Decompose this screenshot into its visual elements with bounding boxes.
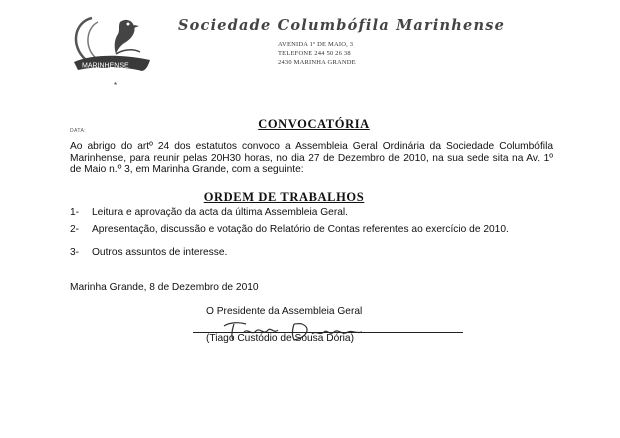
agenda-title: ORDEM DE TRABALHOS [203, 190, 365, 204]
agenda-item-number: 1- [70, 207, 80, 218]
address-line-1: AVENIDA 1º DE MAIO, 3 [278, 41, 354, 48]
pigeon-logo-icon [62, 14, 158, 72]
intro-paragraph: Ao abrigo do artº 24 dos estatutos convoco a Assembleia Geral Ordinária da Sociedade Columbófila Marinhense, para reunir pelas 20H30 horas, no dia 27 de Dezembro de 2010, na sua sede sita na Av. 1º de Maio n.º 3, em Marinha Grande, com a seguinte: [70, 141, 553, 176]
agenda-item-number: 3- [70, 247, 80, 258]
logo-text: MARINHENSE [82, 62, 129, 70]
date-tag: DATA: [70, 128, 86, 134]
president-title: O Presidente da Assembleia Geral [206, 306, 363, 317]
agenda-item-text: Outros assuntos de interesse. [92, 247, 228, 258]
star-mark: * [114, 81, 118, 90]
place-and-date: Marinha Grande, 8 de Dezembro de 2010 [70, 282, 259, 293]
signer-name: (Tiago Custódio de Sousa Dória) [206, 333, 354, 344]
agenda-item [70, 247, 556, 259]
organization-name: Sociedade Columbófila Marinhense [178, 17, 505, 34]
agenda-item [70, 224, 556, 236]
agenda-item-text: Leitura e aprovação da acta da última Assembleia Geral. [92, 207, 348, 218]
address-line-2: TELEFONE 244 50 26 38 [278, 50, 351, 57]
agenda-item-number: 2- [70, 224, 80, 235]
address-line-3: 2430 MARINHA GRANDE [278, 59, 356, 66]
agenda-item [70, 207, 556, 219]
document-title: CONVOCATÓRIA [258, 117, 370, 131]
agenda-item-text: Apresentação, discussão e votação do Relatório de Contas referentes ao exercício de 2010. [92, 224, 509, 235]
